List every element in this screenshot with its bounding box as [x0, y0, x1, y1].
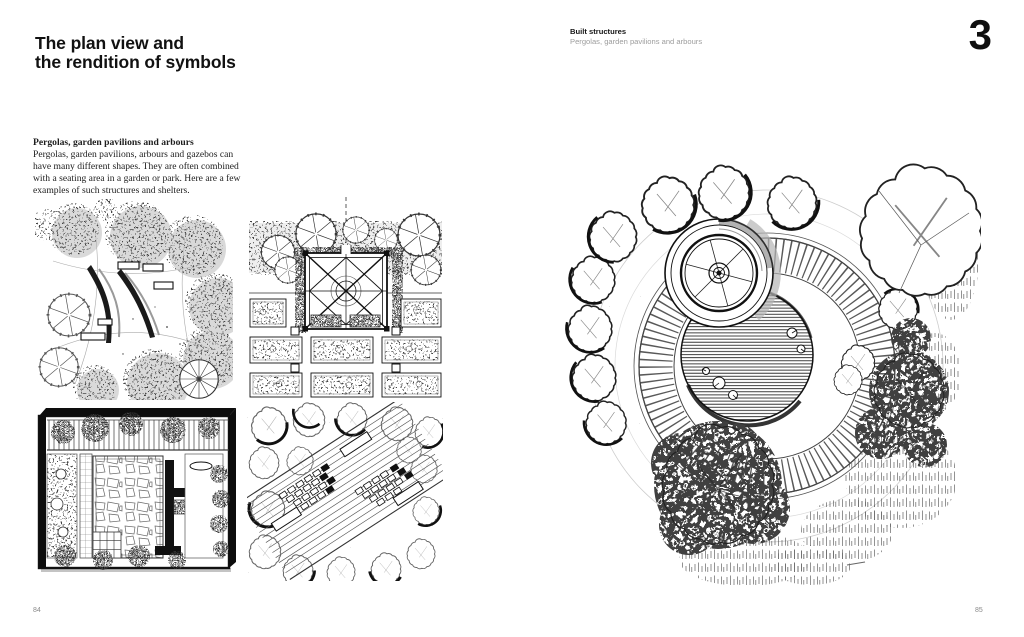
round-pavilion — [665, 219, 776, 327]
chapter-number: 3 — [968, 11, 992, 58]
hedge-strip — [80, 454, 92, 558]
seating-area-plan-drawing — [35, 199, 233, 400]
circular-plaza-drawing — [549, 133, 981, 603]
running-header-subtitle: Pergolas, garden pavilions and arbours — [570, 37, 703, 46]
page-number-left: 84 — [33, 607, 41, 614]
formal-garden-drawing — [249, 197, 442, 400]
running-header — [570, 27, 702, 47]
page-number-right: 85 — [975, 607, 983, 614]
title-line-2: the rendition of symbols — [35, 52, 236, 73]
figure-formal-garden-plan — [249, 197, 442, 400]
title-line-1: The plan view and — [35, 32, 185, 53]
figure-courtyard-plan — [33, 404, 237, 577]
section-body: Pergolas, garden pavilions, arbours and gazebos can have many different shapes. They are often combined with a seating area in a garden or park. Here are a few examples of such structures and shelters. — [33, 148, 241, 196]
bench-oval — [190, 462, 212, 470]
figure-pergola-walk-plan — [247, 402, 443, 581]
intro-paragraph — [33, 137, 251, 197]
wall-right-extrusion — [229, 408, 236, 568]
figure-seating-area-plan — [35, 199, 233, 400]
page-title — [35, 34, 236, 73]
wall-left — [39, 416, 46, 568]
curved-screen-walls — [87, 265, 159, 343]
section-heading: Pergolas, garden pavilions and arbours — [33, 137, 194, 148]
large-cloud-tree — [860, 164, 981, 295]
courtyard-drawing — [33, 404, 237, 577]
pergola-walk-drawing — [247, 402, 443, 581]
running-header-title: Built structures — [570, 27, 627, 36]
figure-circular-plaza-plan — [549, 133, 981, 603]
